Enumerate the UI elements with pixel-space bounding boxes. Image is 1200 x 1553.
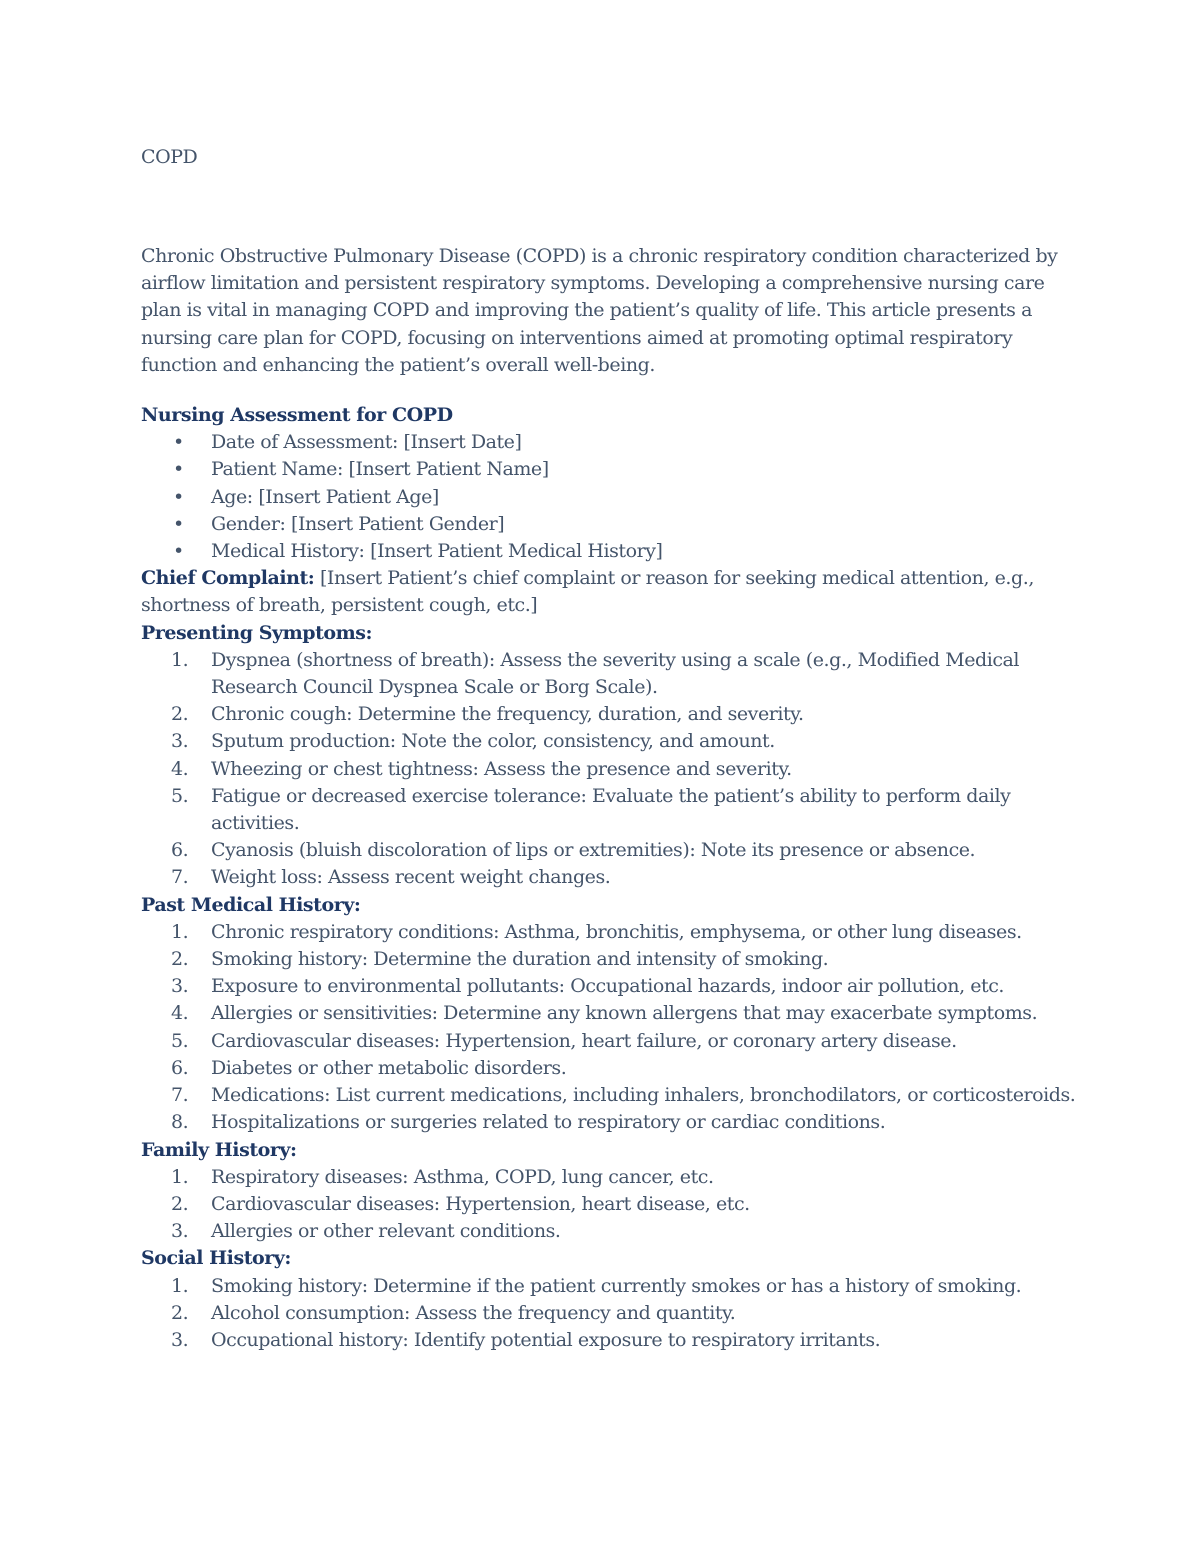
list-item: • Age: [Insert Patient Age]: [141, 484, 1081, 511]
past-medical-history-heading: Past Medical History:: [141, 893, 361, 916]
list-item: 1. Smoking history: Determine if the patient currently smokes or has a history of smoking.: [171, 1274, 1022, 1297]
list-item: 6. Cyanosis (bluish discoloration of lips or extremities): Note its presence or absence.: [171, 839, 976, 862]
list-item: 8. Hospitalizations or surgeries related to respiratory or cardiac conditions.: [171, 1111, 886, 1134]
list-item: 3. Exposure to environmental pollutants: Occupational hazards, indoor air pollution, etc.: [171, 975, 1005, 998]
list-item: 7. Weight loss: Assess recent weight changes.: [171, 866, 611, 889]
list-item: 3. Occupational history: Identify potential exposure to respiratory irritants.: [171, 1328, 881, 1351]
presenting-symptoms-list: [141, 647, 1081, 892]
past-medical-history-list: [141, 919, 1081, 1137]
list-item: 1. Dyspnea (shortness of breath): Assess the severity using a scale (e.g., Modified Medical Research Council Dyspnea Scale or Borg Scale).: [171, 648, 1020, 699]
social-history-list: [141, 1273, 1081, 1355]
list-item: 4. Wheezing or chest tightness: Assess the presence and severity.: [171, 757, 792, 780]
document-body: [141, 243, 1081, 1354]
family-history-list: [141, 1164, 1081, 1246]
assessment-list: [141, 429, 1081, 565]
list-item: 4. Allergies or sensitivities: Determine any known allergens that may exacerbate symptoms.: [171, 1002, 1038, 1025]
list-item: 3. Sputum production: Note the color, consistency, and amount.: [171, 730, 775, 753]
list-item: • Medical History: [Insert Patient Medical History]: [141, 538, 1081, 565]
list-item: 2. Cardiovascular diseases: Hypertension, heart disease, etc.: [171, 1192, 750, 1215]
family-history-heading: Family History:: [141, 1138, 297, 1161]
list-item: 7. Medications: List current medications, including inhalers, bronchodilators, or corticosteroids.: [171, 1084, 1076, 1107]
list-item: 1. Chronic respiratory conditions: Asthma, bronchitis, emphysema, or other lung diseases.: [171, 920, 1022, 943]
list-item: 2. Smoking history: Determine the duration and intensity of smoking.: [171, 948, 829, 971]
presenting-symptoms-heading: Presenting Symptoms:: [141, 621, 373, 644]
list-item: 5. Fatigue or decreased exercise tolerance: Evaluate the patient’s ability to perform daily activities.: [171, 784, 1011, 835]
chief-complaint-label: Chief Complaint:: [141, 567, 315, 590]
list-item: • Gender: [Insert Patient Gender]: [141, 511, 1081, 538]
chief-complaint: [141, 565, 1081, 619]
document-title: COPD: [141, 146, 198, 168]
chief-complaint-text: [Insert Patient’s chief complaint or reason for seeking medical attention, e.g., shortness of breath, persistent cough, etc.]: [141, 567, 1034, 617]
list-item: • Date of Assessment: [Insert Date]: [141, 429, 1081, 456]
list-item: 1. Respiratory diseases: Asthma, COPD, lung cancer, etc.: [171, 1165, 714, 1188]
list-item: 2. Chronic cough: Determine the frequency, duration, and severity.: [171, 703, 804, 726]
intro-paragraph: Chronic Obstructive Pulmonary Disease (COPD) is a chronic respiratory condition characterized by airflow limitation and persistent respiratory symptoms. Developing a comprehensive nursing care plan is vital in managing COPD and improving the patient’s quality of life. This article presents a nursing care plan for COPD, focusing on interventions aimed at promoting optimal respiratory function and enhancing the patient’s overall well-being.: [141, 245, 1058, 376]
list-item: 3. Allergies or other relevant conditions.: [171, 1220, 561, 1243]
list-item: 5. Cardiovascular diseases: Hypertension, heart failure, or coronary artery disease.: [171, 1029, 957, 1052]
social-history-heading: Social History:: [141, 1247, 291, 1270]
assessment-heading: Nursing Assessment for COPD: [141, 404, 453, 427]
list-item: • Patient Name: [Insert Patient Name]: [141, 456, 1081, 483]
list-item: 6. Diabetes or other metabolic disorders.: [171, 1056, 567, 1079]
list-item: 2. Alcohol consumption: Assess the frequency and quantity.: [171, 1301, 736, 1324]
